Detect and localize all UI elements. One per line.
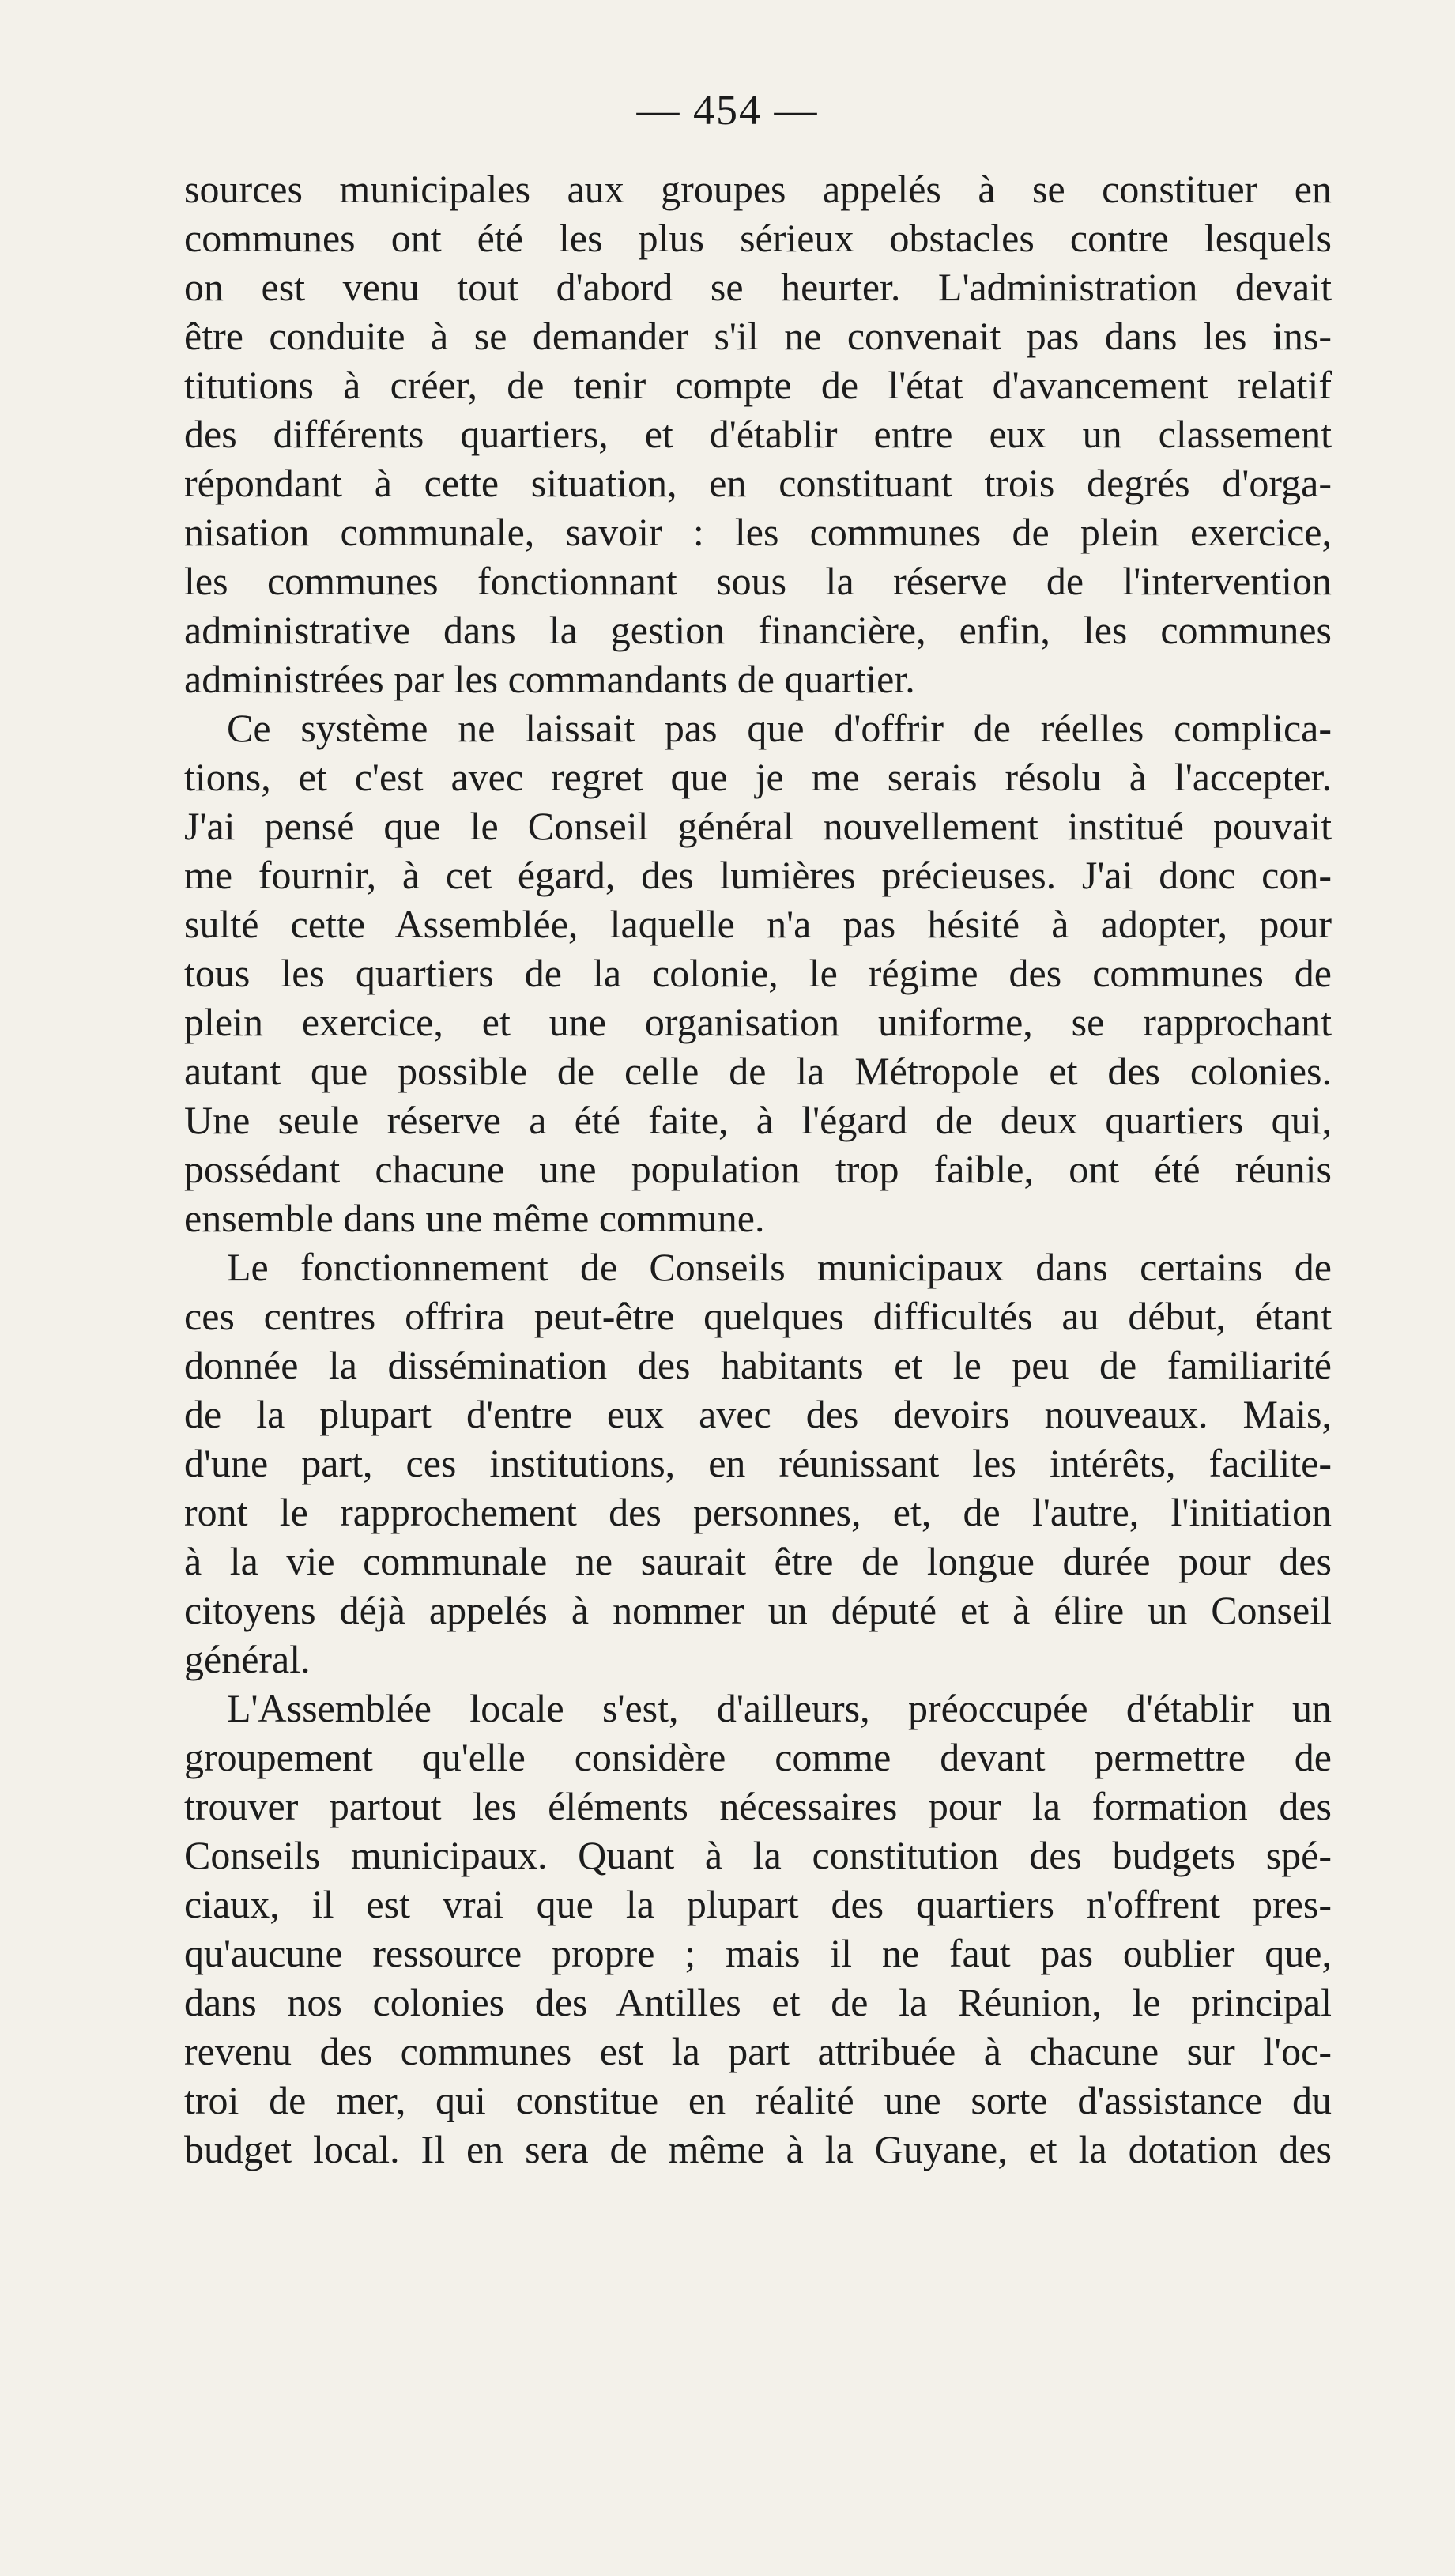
text-line: à la vie communale ne saurait être de longue durée pour des [184, 1539, 1332, 1583]
text-line: trouver partout les éléments nécessaires pour la formation des [184, 1784, 1332, 1828]
text-line: général. [184, 1637, 311, 1681]
text-line: donnée la dissémination des habitants et le peu de familiarité [184, 1343, 1332, 1387]
text-line: Le fonctionnement de Conseils municipaux dans certains de [227, 1245, 1332, 1289]
text-line: ces centres offrira peut-être quelques difficultés au début, étant [184, 1294, 1332, 1338]
text-line: sulté cette Assemblée, laquelle n'a pas hésité à adopter, pour [184, 902, 1332, 946]
text-line: les communes fonctionnant sous la réserve de l'intervention [184, 559, 1332, 603]
text-line: sources municipales aux groupes appelés à se constituer en [184, 167, 1332, 211]
text-line: on est venu tout d'abord se heurter. L'administration devait [184, 265, 1332, 309]
text-line: plein exercice, et une organisation uniforme, se rapprochant [184, 1000, 1332, 1044]
text-line: des différents quartiers, et d'établir entre eux un classement [184, 412, 1332, 456]
page-number: — 454 — [636, 86, 819, 134]
text-line: dans nos colonies des Antilles et de la Réunion, le principal [184, 1980, 1332, 2024]
text-line: Ce système ne laissait pas que d'offrir de réelles complica- [227, 706, 1332, 750]
text-line: administrées par les commandants de quartier. [184, 657, 915, 701]
text-line: possédant chacune une population trop faible, ont été réunis [184, 1147, 1332, 1191]
text-line: groupement qu'elle considère comme devant permettre de [184, 1735, 1332, 1779]
text-line: J'ai pensé que le Conseil général nouvellement institué pouvait [184, 804, 1332, 848]
text-line: communes ont été les plus sérieux obstacles contre lesquels [184, 216, 1332, 260]
text-line: ront le rapprochement des personnes, et, de l'autre, l'initiation [184, 1490, 1332, 1534]
text-line: Une seule réserve a été faite, à l'égard de deux quartiers qui, [184, 1098, 1332, 1142]
text-line: me fournir, à cet égard, des lumières précieuses. J'ai donc con- [184, 853, 1332, 897]
text-line: nisation communale, savoir : les communes de plein exercice, [184, 510, 1332, 554]
text-line: tous les quartiers de la colonie, le régime des communes de [184, 951, 1332, 995]
body-text [184, 164, 1332, 2174]
text-line: L'Assemblée locale s'est, d'ailleurs, préoccupée d'établir un [227, 1686, 1332, 1730]
text-line: titutions à créer, de tenir compte de l'état d'avancement relatif [184, 363, 1332, 407]
text-line: qu'aucune ressource propre ; mais il ne faut pas oublier que, [184, 1931, 1332, 1975]
text-line: tions, et c'est avec regret que je me serais résolu à l'accepter. [184, 755, 1332, 799]
text-line: répondant à cette situation, en constituant trois degrés d'orga- [184, 461, 1332, 505]
text-line: revenu des communes est la part attribuée à chacune sur l'oc- [184, 2029, 1332, 2073]
text-line: administrative dans la gestion financière, enfin, les communes [184, 608, 1332, 652]
text-line: citoyens déjà appelés à nommer un député et à élire un Conseil [184, 1588, 1332, 1632]
text-line: autant que possible de celle de la Métropole et des colonies. [184, 1049, 1332, 1093]
text-line: d'une part, ces institutions, en réunissant les intérêts, facilite- [184, 1441, 1332, 1485]
text-line: Conseils municipaux. Quant à la constitution des budgets spé- [184, 1833, 1332, 1877]
text-line: troi de mer, qui constitue en réalité une sorte d'assistance du [184, 2078, 1332, 2122]
text-line: ensemble dans une même commune. [184, 1196, 765, 1240]
text-line: ciaux, il est vrai que la plupart des quartiers n'offrent pres- [184, 1882, 1332, 1926]
text-line: budget local. Il en sera de même à la Guyane, et la dotation des [184, 2127, 1332, 2171]
text-line: être conduite à se demander s'il ne convenait pas dans les ins- [184, 314, 1332, 358]
text-line: de la plupart d'entre eux avec des devoirs nouveaux. Mais, [184, 1392, 1332, 1436]
